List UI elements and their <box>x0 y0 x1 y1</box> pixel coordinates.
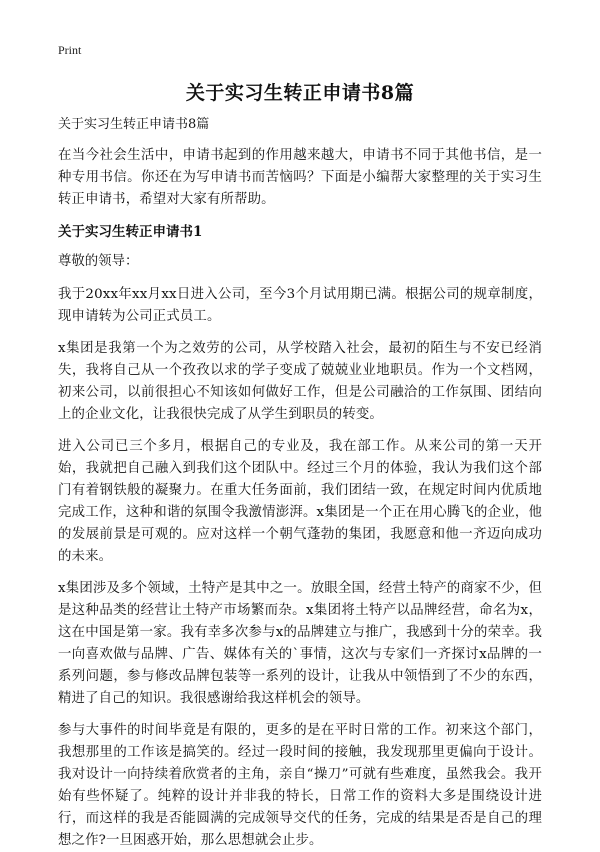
body-paragraph: x集团涉及多个领域，土特产是其中之一。放眼全国，经营土特产的商家不少，但是这种品类的经营让土特产市场繁而杂。x集团将土特产以品牌经营，命名为x，这在中国是第一家。我有幸多次参与x的品牌建立与推广，我感到十分的荣幸。我一向喜欢做与品牌、广告、媒体有关的`事情，这次与专家们一齐探讨x品牌的一系列问题，参与修改品牌包装等一系列的设计，让我从中领悟到了不少的东西，精进了自己的知识。我很感谢给我这样机会的领导。 <box>58 581 542 706</box>
body-paragraph: x集团是我第一个为之效劳的公司，从学校踏入社会，最初的陌生与不安已经消失，我将自己从一个孜孜以求的学子变成了兢兢业业地职员。作为一个文档网，初来公司，以前很担心不知该如何做好工作，但是公司融洽的工作氛围、团结向上的企业文化，让我很快完成了从学生到职员的转变。 <box>58 341 542 422</box>
salutation: 尊敬的领导： <box>58 254 139 269</box>
page-title: 关于实习生转正申请书8篇 <box>185 82 415 104</box>
print-link[interactable]: Print <box>58 43 82 57</box>
intro-paragraph: 在当今社会生活中，申请书起到的作用越来越大，申请书不同于其他书信，是一种专用书信。你还在为写申请书而苦恼吗？下面是小编帮大家整理的关于实习生转正申请书，希望对大家有所帮助。 <box>58 148 542 207</box>
document-subtitle: 关于实习生转正申请书8篇 <box>58 117 210 132</box>
body-paragraph: 我于20xx年xx月xx日进入公司，至今3个月试用期已满。根据公司的规章制度，现申请转为公司正式员工。 <box>58 287 542 324</box>
body-paragraph: 参与大事件的时间毕竟是有限的，更多的是在平时日常的工作。初来这个部门，我想那里的工作该是搞笑的。经过一段时间的接触，我发现那里更偏向于设计。我对设计一向持续着欣赏者的主角，亲自“操刀”可就有些难度，虽然我会。我开始有些怀疑了。纯粹的设计并非我的特长，日常工作的资料大多是围绕设计进行，而这样的我是否能圆满的完成领导交代的任务，完成的结果是否是自己的理想之作?一旦困惑开始，那么思想就会止步。 <box>58 723 542 848</box>
body-paragraph: 进入公司已三个多月，根据自己的专业及，我在部工作。从来公司的第一天开始，我就把自己融入到我们这个团队中。经过三个月的体验，我认为我们这个部门有着钢铁般的凝聚力。在重大任务面前，我们团结一致，在规定时间内优质地完成工作，这种和谐的氛围令我激情澎湃。x集团是一个正在用心腾飞的企业，他的发展前景是可观的。应对这样一个朝气蓬勃的集团，我愿意和他一齐迈向成功的未来。 <box>58 439 542 564</box>
section-heading: 关于实习生转正申请书1 <box>58 224 203 240</box>
